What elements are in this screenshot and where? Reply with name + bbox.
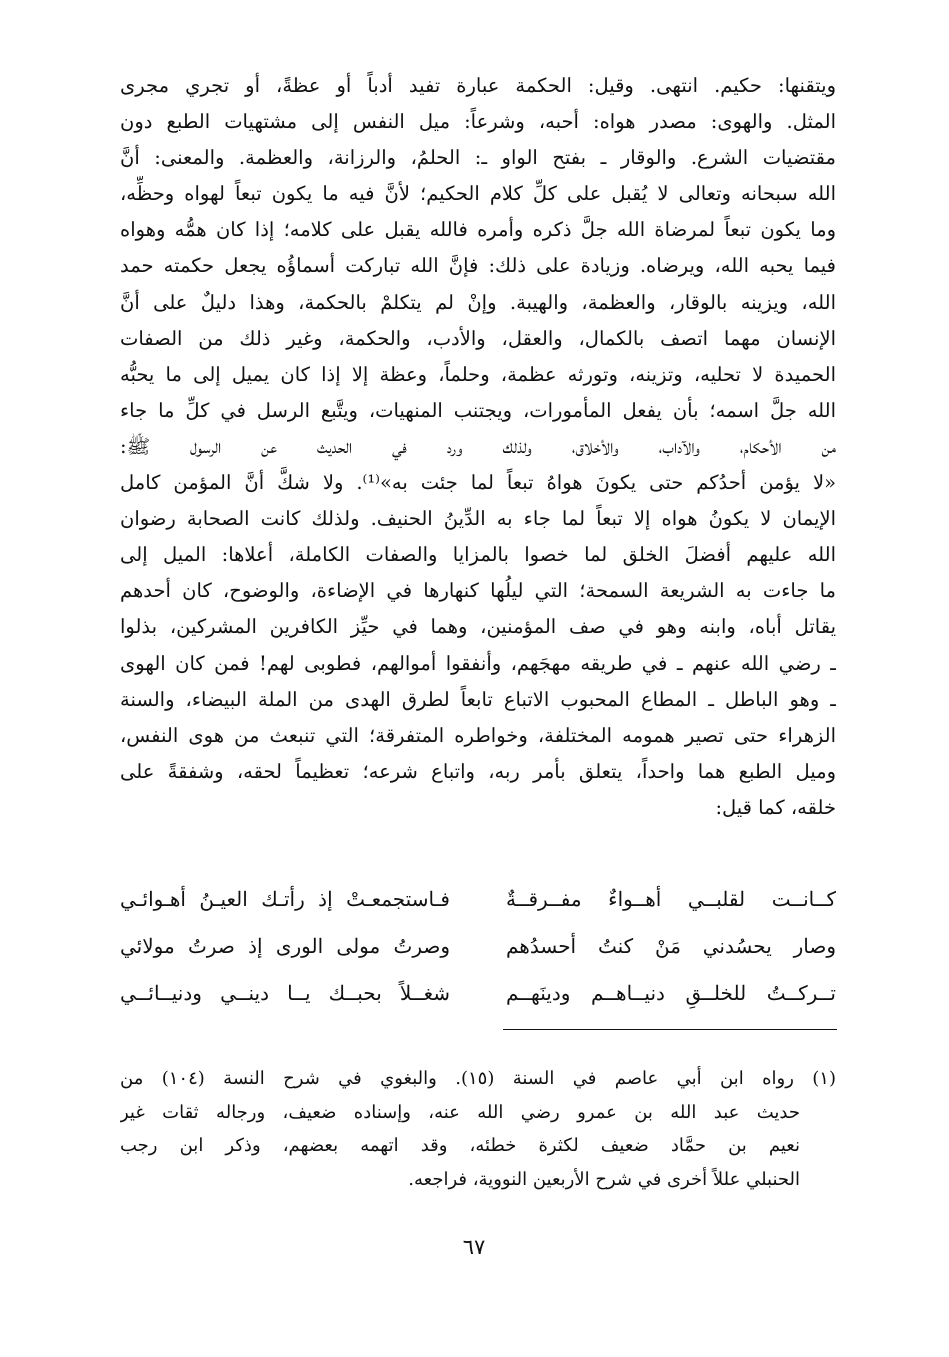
first-hemistich: تــركــتُ للخلــقِ دنيــاهــم ودينَهــم bbox=[506, 981, 836, 1005]
poem-verse bbox=[120, 970, 836, 1017]
text-line: الزهراء حتى تصير همومه المختلفة، وخواطره المتفرقة؛ التي تنبعث من هوى النفس، bbox=[120, 723, 836, 747]
poem-verse bbox=[120, 923, 836, 970]
text-line: ما جاءت به الشريعة السمحة؛ التي ليلُها كنهارها في الإضاءة، والوضوح، كان أحدهم bbox=[120, 579, 836, 603]
text-line: الإيمان لا يكونُ هواه إلا تبعاً لما جاء به الدِّينُ الحنيف. ولذلك كانت الصحابة رضوان bbox=[120, 507, 836, 531]
first-hemistich: وصار يحسُدني مَنْ كنتُ أحسدُهم bbox=[506, 934, 836, 958]
text-line: «لا يؤمن أحدُكم حتى يكونَ هواهُ تبعاً لما جئت به»⁽¹⁾. ولا شكَّ أنَّ المؤمن كامل bbox=[120, 471, 836, 495]
footnotes bbox=[120, 1062, 836, 1196]
text-line: المثل. والهوى: مصدر هواه: أحبه، وشرعاً: ميل النفس إلى مشتهيات الطبع دون bbox=[120, 110, 836, 134]
second-hemistich: فـاستجمعـتْ إذ رأتـك العيـنُ أهـوائـي bbox=[120, 887, 450, 911]
text-line: الله عليهم أفضلَ الخلق لما خصوا بالمزايا والصفات الكاملة، أعلاها: الميل إلى bbox=[120, 543, 836, 567]
footnote-line: (١) رواه ابن أبي عاصم في السنة (١٥). والبغوي في شرح النسة (١٠٤) من bbox=[120, 1068, 836, 1089]
first-hemistich: كــانــت لقلبــي أهــواءٌ مفــرقــةٌ bbox=[506, 887, 836, 911]
text-line: مقتضيات الشرع. والوقار ـ بفتح الواو ـ: الحلمُ، والرزانة، والعظمة. والمعنى: أنَّ bbox=[120, 146, 836, 170]
text-line: وميل الطبع هما واحداً، يتعلق بأمر ربه، واتباع شرعه؛ تعظيماً لحقه، وشفقةً على bbox=[120, 759, 836, 783]
main-text bbox=[120, 68, 836, 826]
poem bbox=[120, 876, 836, 1017]
footnote-line: نعيم بن حمَّاد ضعيف لكثرة خطئه، وقد اتهمه بعضهم، وذكر ابن رجب bbox=[120, 1135, 800, 1156]
second-hemistich: شغــلاً بحبــك يــا دينــي ودنيــائــي bbox=[120, 981, 450, 1005]
poem-verse bbox=[120, 876, 836, 923]
text-line: وما يكون تبعاً لمرضاة الله جلَّ ذكره وأمره فالله يقبل على كلامه؛ إذا كان همُّه وهواه bbox=[120, 218, 836, 242]
footnote-line: الحنبلي عللاً أخرى في شرح الأربعين النووية، فراجعه. bbox=[408, 1168, 800, 1190]
text-line: ويتقنها: حكيم. انتهى. وقيل: الحكمة عبارة تفيد أدباً أو عظةً، أو تجري مجرى bbox=[120, 74, 836, 97]
text-line: من الأحكام، والآداب، والأخلاق، ولذلك ورد في الحديث عن الرسول ﷺ: bbox=[120, 434, 836, 458]
text-line: الحميدة لا تحليه، وتزينه، وتورثه عظمة، وحلماً، وعظة إلا إذا كان يميل إلى ما يحبُّه bbox=[120, 362, 836, 386]
text-line: الله سبحانه وتعالى لا يُقبل على كلِّ كلام الحكيم؛ لأنَّ فيه ما يكون تبعاً لهواه وحظِّه، bbox=[120, 182, 836, 206]
text-line: ـ رضي الله عنهم ـ في طريقه مهجَهم، وأنفقوا أموالهم، فطوبى لهم! فمن كان الهوى bbox=[120, 651, 836, 675]
text-line: يقاتل أباه، وابنه وهو في صف المؤمنين، وهما في حيِّز الكافرين المشركين، بذلوا bbox=[120, 615, 836, 639]
footnote-separator bbox=[503, 1029, 837, 1030]
text-line: الله، ويزينه بالوقار، والعظمة، والهيبة. وإنْ لم يتكلمْ بالحكمة، وهذا دليلٌ على أنَّ bbox=[120, 290, 836, 314]
text-line: خلقه، كما قيل: bbox=[715, 795, 836, 819]
footnote-line: حديث عبد الله بن عمرو رضي الله عنه، وإسناده ضعيف، ورجاله ثقات غير bbox=[120, 1101, 800, 1123]
text-line: فيما يحبه الله، ويرضاه. وزيادة على ذلك: فإنَّ الله تباركت أسماؤُه يجعل حكمته حمد bbox=[120, 254, 836, 278]
page-number: ٦٧ bbox=[462, 1235, 486, 1259]
text-line: الإنسان مهما اتصف بالكمال، والعقل، والأدب، والحكمة، وغير ذلك من الصفات bbox=[120, 326, 836, 350]
text-line: الله جلَّ اسمه؛ بأن يفعل المأمورات، ويجتنب المنهيات، ويتَّبع الرسل في كلِّ ما جاء bbox=[120, 398, 836, 422]
second-hemistich: وصرتُ مولى الورى إذ صرتُ مولائي bbox=[120, 934, 450, 958]
text-line: ـ وهو الباطل ـ المطاع المحبوب الاتباع تابعاً لطرق الهدى من الملة البيضاء، والسنة bbox=[120, 687, 836, 711]
